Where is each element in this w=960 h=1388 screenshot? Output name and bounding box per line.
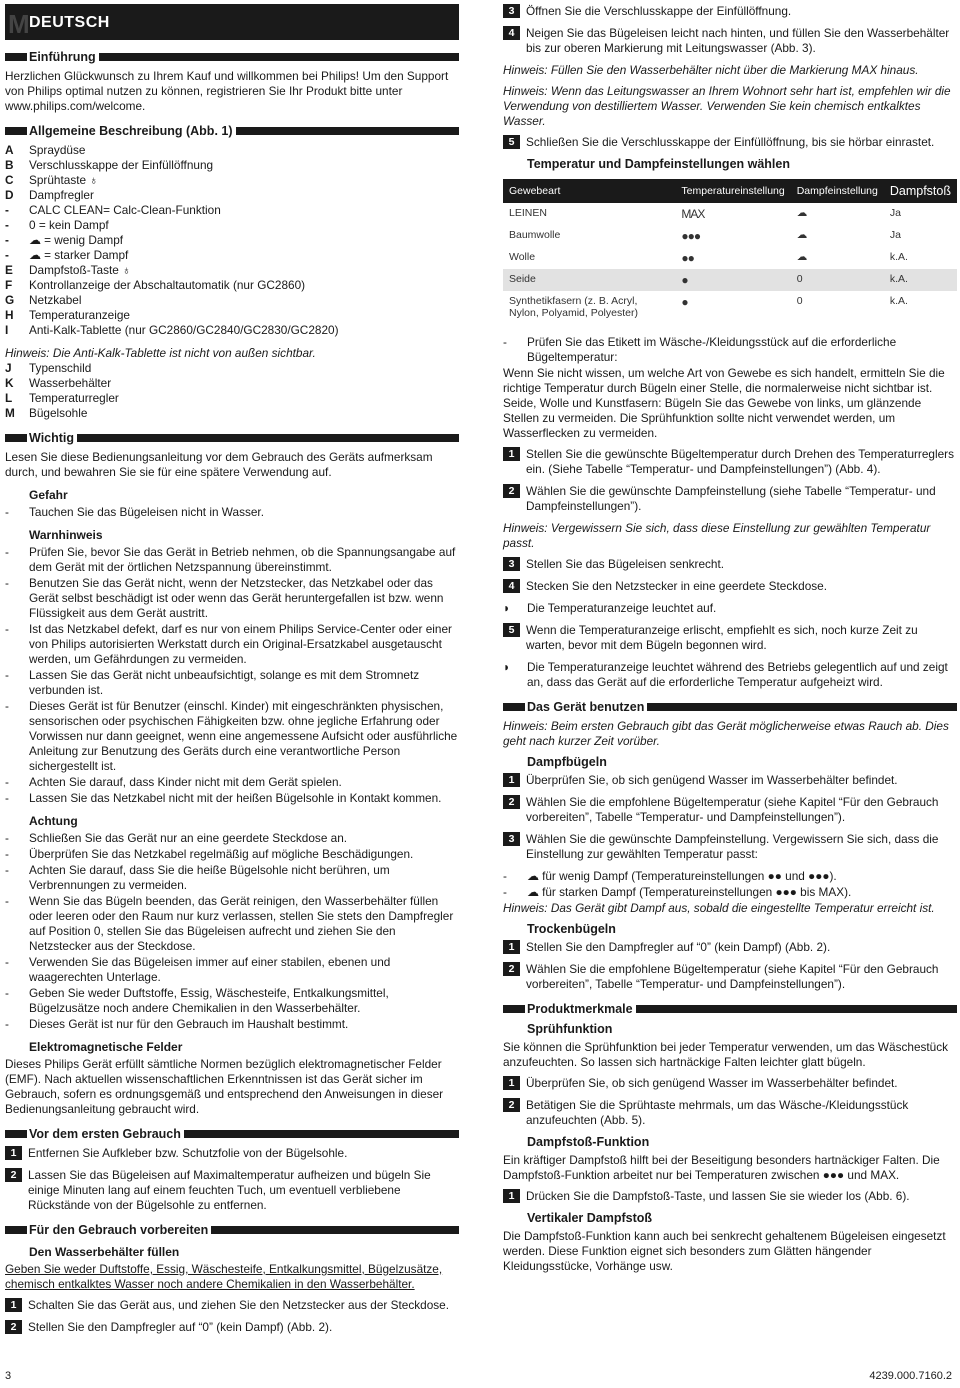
step-text: Stellen Sie die gewünschte Bügeltemperatur durch Drehen des Temperaturreglers ein. (Siehe Tabelle “Temperatur- und Dampfeinstellungen”) (Abb. 4).	[526, 447, 954, 476]
step-number-badge: 2	[5, 1320, 22, 1334]
part-label: Typenschild	[29, 361, 92, 375]
fill-tank-heading: Den Wasserbehälter füllen	[29, 1245, 180, 1259]
result-arrow-icon: ◗	[503, 660, 511, 674]
note-text: Hinweis: Beim ersten Gebrauch gibt das Gerät möglicherweise etwas Rauch ab. Dies geht nach kurzer Zeit vorüber.	[503, 719, 949, 748]
warning-item	[5, 576, 459, 621]
step-number-badge: 2	[5, 1168, 22, 1182]
warning-item	[5, 668, 459, 698]
section-bar-left	[503, 703, 525, 711]
table-cell: 0	[796, 295, 803, 307]
step-number-badge: 1	[503, 1189, 520, 1203]
steam-bullet	[503, 869, 957, 884]
caution-item-text: Verwenden Sie das Bügeleisen immer auf einer stabilen, ebenen und waagerechten Unterlage.	[29, 955, 391, 984]
warning-item-text: Lassen Sie das Gerät nicht unbeaufsichtigt, solange es mit dem Stromnetz verbunden ist.	[29, 668, 420, 697]
description-heading-title: Allgemeine Beschreibung (Abb. 1)	[29, 124, 233, 138]
table-row	[503, 291, 957, 323]
section-bar-right	[236, 127, 459, 135]
bullet-dash: -	[5, 863, 9, 877]
step-text: Stellen Sie den Dampfregler auf “0” (kein Dampf) (Abb. 2).	[526, 940, 831, 954]
part-key: A	[5, 143, 14, 157]
section-bar-left	[5, 127, 27, 135]
caution-item	[5, 955, 459, 985]
section-bar-right	[636, 1005, 957, 1013]
warning-item-text: Ist das Netzkabel defekt, darf es nur von einem Philips Service-Center oder einer von Philips autorisierten Werkstatt durch ein Original-Ersatzkabel ausgetauscht werden, um Gefährdungen zu vermeiden.	[29, 622, 452, 666]
prepare-heading-title: Für den Gebrauch vorbereiten	[29, 1223, 209, 1237]
part-item	[5, 391, 459, 406]
section-bar-left	[5, 1130, 27, 1138]
emf-text: Dieses Philips Gerät erfüllt sämtliche Normen bezüglich elektromagnetischer Felder (EMF). Nach aktuellen wissenschaftlichen Erkenntnissen ist das Gerät sicher im Gebrauch, sofern es ordnungsgemäß und entsprechend den Anweisungen in dieser Bedienungsanleitung gebraucht wird.	[5, 1057, 444, 1116]
part-label: Temperaturanzeige	[29, 308, 130, 322]
important-intro: Lesen Sie diese Bedienungsanleitung vor dem Gebrauch des Geräts aufmerksam durch, und bewahren Sie sie für eine spätere Verwendung auf.	[5, 450, 433, 479]
warning-item	[5, 699, 459, 774]
part-label: 0 = kein Dampf	[29, 218, 109, 232]
table-cell: Synthetikfasern (z. B. Acryl, Nylon, Polyamid, Polyester)	[509, 295, 638, 319]
table-cell: Ja	[889, 229, 901, 241]
step-text: Stellen Sie den Dampfregler auf “0” (kein Dampf) (Abb. 2).	[28, 1320, 333, 1334]
step-text: Wenn die Temperaturanzeige erlischt, empfiehlt es sich, noch kurze Zeit zu warten, bevor mit dem Bügeln begonnen wird.	[526, 623, 918, 652]
part-label: CALC CLEAN= Calc-Clean-Funktion	[29, 203, 221, 217]
part-label: Verschlusskappe der Einfüllöffnung	[29, 158, 214, 172]
language-title: DEUTSCH	[29, 14, 110, 31]
right-column	[503, 4, 957, 1280]
part-label: ☁ = wenig Dampf	[29, 233, 124, 247]
note-text: Hinweis: Wenn das Leitungswasser an Ihrem Wohnort sehr hart ist, empfehlen wir die Verwendung von destilliertem Wasser. Verwenden Sie kein chemisch entkalktes Wasser.	[503, 84, 951, 128]
part-item	[5, 263, 459, 278]
part-item	[5, 323, 459, 338]
part-item	[5, 308, 459, 323]
part-key: -	[5, 233, 9, 247]
bullet-dash: -	[5, 545, 9, 559]
step-number-badge: 1	[5, 1146, 22, 1160]
bullet-dash: -	[5, 831, 9, 845]
table-cell: k.A.	[889, 251, 908, 263]
step-item	[503, 832, 957, 862]
important-heading	[5, 431, 459, 445]
intro-heading	[5, 50, 459, 64]
table-cell: ●●●	[681, 229, 701, 243]
table-cell: MAX	[681, 207, 705, 221]
danger-item-text: Tauchen Sie das Bügeleisen nicht in Wasser.	[29, 505, 264, 519]
vertical-shot-heading: Vertikaler Dampfstoß	[527, 1211, 653, 1225]
bullet-dash: -	[5, 1017, 9, 1031]
table-cell: ●	[681, 295, 688, 309]
result-arrow-icon: ◗	[503, 601, 511, 615]
caution-heading: Achtung	[29, 814, 78, 828]
step-item	[5, 1298, 459, 1313]
part-label: Bügelsohle	[29, 406, 88, 420]
features-heading	[503, 1002, 957, 1016]
table-cell: LEINEN	[509, 207, 547, 219]
step-number-badge: 2	[503, 484, 520, 498]
table-header-row	[503, 179, 957, 203]
important-heading-title: Wichtig	[29, 431, 75, 445]
warning-heading: Warnhinweis	[29, 528, 103, 542]
bullet-dash: -	[503, 869, 507, 883]
part-key: G	[5, 293, 15, 307]
table-cell: ☁	[796, 229, 808, 241]
part-label: Temperaturregler	[29, 391, 119, 405]
step-number-badge: 2	[503, 1098, 520, 1112]
step-item	[5, 1146, 459, 1161]
part-item	[5, 293, 459, 308]
caution-item-text: Dieses Gerät ist nur für den Gebrauch im Haushalt bestimmt.	[29, 1017, 349, 1031]
use-heading	[503, 700, 957, 714]
part-label: Sprühtaste ♁	[29, 173, 99, 187]
use-heading-title: Das Gerät benutzen	[527, 700, 645, 714]
warning-item	[5, 791, 459, 806]
part-key: F	[5, 278, 13, 292]
step-item	[503, 795, 957, 825]
spray-heading: Sprühfunktion	[527, 1022, 613, 1036]
warning-item	[5, 622, 459, 667]
step-number-badge: 1	[503, 773, 520, 787]
step-number-badge: 3	[503, 557, 520, 571]
part-key: B	[5, 158, 14, 172]
part-label: Netzkabel	[29, 293, 82, 307]
step-item	[503, 447, 957, 477]
table-cell: k.A.	[889, 295, 908, 307]
check-label-item	[503, 335, 957, 365]
warning-item	[5, 775, 459, 790]
step-text: Lassen Sie das Bügeleisen auf Maximaltemperatur aufheizen und bügeln Sie einige Minuten lang auf einem feuchten Tuch, um eventuell verbliebene Rückstände von der Bügelsohle zu entfernen.	[28, 1168, 431, 1212]
part-label: Dampfstoß-Taste ♁	[29, 263, 131, 277]
part-item	[5, 143, 459, 158]
table-header-cell: Dampfstoß	[884, 179, 957, 203]
bullet-dash: -	[5, 791, 9, 805]
section-bar-right	[647, 703, 957, 711]
result-item	[503, 601, 957, 616]
spray-text: Sie können die Sprühfunktion bei jeder Temperatur verwenden, um das Wäschestück anzufeuchten. So lassen sich hartnäckige Falten leichter glatt bügeln.	[503, 1040, 949, 1069]
left-column	[5, 4, 459, 1342]
step-number-badge: 5	[503, 135, 520, 149]
part-item	[5, 203, 459, 218]
step-item	[503, 773, 957, 788]
warning-item-text: Dieses Gerät ist für Benutzer (einschl. Kinder) mit eingeschränkten physischen, sensorischen oder psychischen Fähigkeiten bzw. ohne jegliche Erfahrung oder Vorwissen nur dann geeignet, wenn eine angemessene Aufsicht oder ausführliche Anleitung zur Benutzung des Geräts durch eine verantwortliche Person sichergestellt ist.	[29, 699, 458, 773]
caution-item	[5, 1017, 459, 1032]
step-number-badge: 5	[503, 623, 520, 637]
vertical-shot-text: Die Dampfstoß-Funktion kann auch bei senkrecht gehaltenem Bügeleisen eingesetzt werden. Diese Funktion eignet sich besonders zum Glätten hängender Kleidungsstücke, Vorhänge usw.	[503, 1229, 946, 1273]
dry-ironing-heading: Trockenbügeln	[527, 922, 616, 936]
step-text: Wählen Sie die empfohlene Bügeltemperatur (siehe Kapitel “Für den Gebrauch vorbereiten”, Tabelle “Temperatur- und Dampfeinstellungen”).	[526, 962, 939, 991]
section-bar-left	[5, 53, 27, 61]
warning-item	[5, 545, 459, 575]
table-cell: ☁	[796, 251, 808, 263]
bullet-dash: -	[5, 894, 9, 908]
page-number: 3	[5, 1370, 12, 1382]
step-text: Schließen Sie die Verschlusskappe der Einfüllöffnung, bis sie hörbar einrastet.	[526, 135, 935, 149]
bullet-dash: -	[5, 505, 9, 519]
part-item	[5, 376, 459, 391]
part-key: D	[5, 188, 14, 202]
warning-item-text: Achten Sie darauf, dass Kinder nicht mit dem Gerät spielen.	[29, 775, 342, 789]
bullet-dash: -	[5, 986, 9, 1000]
step-number-badge: 2	[503, 962, 520, 976]
table-cell: Wolle	[509, 251, 536, 263]
step-number-badge: 1	[503, 1076, 520, 1090]
steam-bullet-text: ☁ für starken Dampf (Temperatureinstellungen ●●● bis MAX).	[527, 885, 852, 899]
part-item	[5, 158, 459, 173]
section-bar-left	[5, 1226, 27, 1234]
step-text: Wählen Sie die empfohlene Bügeltemperatur (siehe Kapitel “Für den Gebrauch vorbereiten”, Tabelle “Temperatur- und Dampfeinstellungen”).	[526, 795, 939, 824]
step-text: Stecken Sie den Netzstecker in eine geerdete Steckdose.	[526, 579, 827, 593]
bullet-dash: -	[5, 847, 9, 861]
part-item	[5, 278, 459, 293]
note-text: Hinweis: Die Anti-Kalk-Tablette ist nicht von außen sichtbar.	[5, 346, 316, 360]
step-text: Betätigen Sie die Sprühtaste mehrmals, um das Wäsche-/Kleidungsstück anzufeuchten (Abb. 5).	[526, 1098, 909, 1127]
step-text: Öffnen Sie die Verschlusskappe der Einfüllöffnung.	[526, 4, 792, 18]
table-cell: ●	[675, 269, 790, 291]
prepare-heading	[5, 1223, 459, 1237]
result-text: Die Temperaturanzeige leuchtet auf.	[527, 601, 717, 615]
part-item	[5, 173, 459, 188]
step-item	[503, 1098, 957, 1128]
step-item	[503, 4, 957, 19]
step-text: Drücken Sie die Dampfstoß-Taste, und lassen Sie sie wieder los (Abb. 6).	[526, 1189, 910, 1203]
caution-item-text: Schließen Sie das Gerät nur an eine geerdete Steckdose an.	[29, 831, 348, 845]
bullet-dash: -	[503, 885, 507, 899]
step-item	[503, 26, 957, 56]
part-key: I	[5, 323, 9, 337]
part-item	[5, 361, 459, 376]
result-item	[503, 660, 957, 690]
table-cell: Baumwolle	[509, 229, 561, 241]
part-key: -	[5, 218, 9, 232]
check-label-text: Prüfen Sie das Etikett im Wäsche-/Kleidungsstück auf die erforderliche Bügeltemperatur:	[527, 335, 897, 364]
bullet-dash: -	[503, 335, 507, 349]
table-cell: ●●	[681, 251, 694, 265]
section-bar-right	[184, 1130, 459, 1138]
warning-item-text: Benutzen Sie das Gerät nicht, wenn der Netzstecker, das Netzkabel oder das Gerät selbst beschädigt ist oder wenn das Gerät heruntergefallen ist bzw. wenn Flüssigkeit aus dem Gerät austritt.	[29, 576, 444, 620]
intro-heading-title: Einführung	[29, 50, 96, 64]
step-number-badge: 3	[503, 4, 520, 18]
table-row	[503, 247, 957, 269]
table-row	[503, 225, 957, 247]
part-key: E	[5, 263, 13, 277]
table-header-cell: Dampfeinstellung	[791, 179, 884, 203]
part-item	[5, 248, 459, 263]
step-number-badge: 1	[503, 940, 520, 954]
section-bar-right	[99, 53, 459, 61]
bullet-dash: -	[5, 699, 9, 713]
result-text: Die Temperaturanzeige leuchtet während des Betriebs gelegentlich auf und zeigt an, dass das Gerät auf die erforderliche Temperatur aufgeheizt wird.	[527, 660, 948, 689]
part-key: M	[5, 406, 15, 420]
note-text: Hinweis: Das Gerät gibt Dampf aus, sobald die eingestellte Temperatur erreicht ist.	[503, 901, 935, 915]
bullet-dash: -	[5, 576, 9, 590]
caution-item	[5, 986, 459, 1016]
bullet-dash: -	[5, 955, 9, 969]
step-item	[503, 557, 957, 572]
part-item	[5, 218, 459, 233]
table-cell: 0	[791, 269, 884, 291]
table-row	[503, 203, 957, 225]
caution-item	[5, 847, 459, 862]
part-key: H	[5, 308, 14, 322]
step-number-badge: 1	[503, 447, 520, 461]
part-item	[5, 406, 459, 421]
step-item	[503, 623, 957, 653]
danger-item	[5, 505, 459, 520]
step-item	[503, 1076, 957, 1091]
first-use-heading	[5, 1127, 459, 1141]
step-number-badge: 3	[503, 832, 520, 846]
part-key: -	[5, 203, 9, 217]
settings-table	[503, 179, 957, 323]
step-item	[503, 579, 957, 594]
section-bar-right	[211, 1226, 459, 1234]
steam-bullet-text: ☁ für wenig Dampf (Temperatureinstellungen ●● und ●●●).	[527, 869, 837, 883]
step-number-badge: 4	[503, 579, 520, 593]
caution-item	[5, 863, 459, 893]
caution-item	[5, 831, 459, 846]
note-text: Hinweis: Vergewissern Sie sich, dass diese Einstellung zur gewählten Temperatur passt.	[503, 521, 931, 550]
table-cell: Seide	[503, 269, 675, 291]
section-bar-left	[503, 1005, 525, 1013]
step-item	[503, 1189, 957, 1204]
table-cell: Ja	[889, 207, 901, 219]
step-text: Schalten Sie das Gerät aus, und ziehen Sie den Netzstecker aus der Steckdose.	[28, 1298, 450, 1312]
steam-ironing-heading: Dampfbügeln	[527, 755, 607, 769]
part-label: Wasserbehälter	[29, 376, 112, 390]
part-item	[5, 233, 459, 248]
step-text: Überprüfen Sie, ob sich genügend Wasser im Wasserbehälter befindet.	[526, 1076, 898, 1090]
table-header-cell: Temperatureinstellung	[675, 179, 790, 203]
caution-item-text: Überprüfen Sie das Netzkabel regelmäßig auf mögliche Beschädigungen.	[29, 847, 414, 861]
step-text: Neigen Sie das Bügeleisen leicht nach hinten, und füllen Sie den Wasserbehälter bis zur oberen Markierung mit Leitungswasser (Abb. 3).	[526, 26, 950, 55]
part-key: C	[5, 173, 14, 187]
language-header	[5, 4, 459, 40]
document-code: 4239.000.7160.2	[869, 1370, 952, 1382]
fill-warning: Geben Sie weder Duftstoffe, Essig, Wäschesteife, Entkalkungsmittel, Bügelzusätze, chemisch entkalktes Wasser noch andere Chemikalien in den Wasserbehälter.	[5, 1262, 443, 1291]
first-use-heading-title: Vor dem ersten Gebrauch	[29, 1127, 181, 1141]
step-text: Stellen Sie das Bügeleisen senkrecht.	[526, 557, 725, 571]
step-text: Wählen Sie die gewünschte Dampfeinstellung (siehe Tabelle “Temperatur- und Dampfeinstellungen”).	[526, 484, 936, 513]
part-key: L	[5, 391, 13, 405]
caution-item	[5, 894, 459, 954]
step-number-badge: 2	[503, 795, 520, 809]
step-text: Entfernen Sie Aufkleber bzw. Schutzfolie von der Bügelsohle.	[28, 1146, 348, 1160]
bullet-dash: -	[5, 622, 9, 636]
intro-text: Herzlichen Glückwunsch zu Ihrem Kauf und willkommen bei Philips! Um den Support von Philips optimal nutzen zu können, registrieren Sie Ihr Produkt bitte unter www.philips.com/welcome.	[5, 69, 449, 113]
step-text: Wählen Sie die gewünschte Dampfeinstellung. Vergewissern Sie sich, dass die Einstellung zur gewählten Temperatur passt:	[526, 832, 939, 861]
bullet-dash: -	[5, 775, 9, 789]
caution-item-text: Achten Sie darauf, dass Sie die heiße Bügelsohle nicht berühren, um Verbrennungen zu vermeiden.	[29, 863, 390, 892]
part-label: Anti-Kalk-Tablette (nur GC2860/GC2840/GC2830/GC2820)	[29, 323, 339, 337]
part-key: -	[5, 248, 9, 262]
step-item	[503, 940, 957, 955]
step-number-badge: 1	[5, 1298, 22, 1312]
step-number-badge: 4	[503, 26, 520, 40]
step-item	[503, 484, 957, 514]
part-label: Spraydüse	[29, 143, 86, 157]
shot-text: Ein kräftiger Dampfstoß hilft bei der Beseitigung besonders hartnäckiger Falten. Die Dampfstoß-Funktion arbeitet nur bei Temperaturen zwischen ●●● und MAX.	[503, 1153, 940, 1182]
step-item	[503, 962, 957, 992]
step-text: Überprüfen Sie, ob sich genügend Wasser im Wasserbehälter befindet.	[526, 773, 898, 787]
shot-heading: Dampfstoß-Funktion	[527, 1135, 650, 1149]
description-heading	[5, 124, 459, 138]
warning-item-text: Lassen Sie das Netzkabel nicht mit der heißen Bügelsohle in Kontakt kommen.	[29, 791, 442, 805]
temperature-heading: Temperatur und Dampfeinstellungen wählen	[527, 157, 790, 171]
table-cell: k.A.	[884, 269, 957, 291]
steam-bullet	[503, 885, 957, 900]
step-item	[5, 1320, 459, 1335]
table-header-cell: Gewebeart	[503, 179, 675, 203]
part-key: K	[5, 376, 14, 390]
part-key: J	[5, 361, 12, 375]
section-bar-left	[5, 434, 27, 442]
table-cell: ☁	[796, 207, 808, 219]
part-label: Kontrollanzeige der Abschaltautomatik (nur GC2860)	[29, 278, 306, 292]
step-item	[5, 1168, 459, 1213]
note-text: Hinweis: Füllen Sie den Wasserbehälter nicht über die Markierung MAX hinaus.	[503, 63, 919, 77]
features-heading-title: Produktmerkmale	[527, 1002, 633, 1016]
part-label: Dampfregler	[29, 188, 94, 202]
emf-heading: Elektromagnetische Felder	[29, 1040, 183, 1054]
section-bar-right	[77, 434, 459, 442]
check-text: Seide, Wolle und Kunstfasern: Bügeln Sie das Gewebe von links, um glänzende Stellen zu vermeiden. Die Sprühfunktion sollte nicht verwendet werden, um Wasserflecken zu vermeiden.	[503, 396, 922, 440]
caution-item-text: Wenn Sie das Bügeln beenden, das Gerät reinigen, den Wasserbehälter füllen oder leeren oder den Raum nur kurz verlassen, stellen Sie stets den Dampfregler auf Position 0, stellen Sie das Bügeleisen aufrecht und ziehen Sie den Netzstecker aus der Steckdose.	[29, 894, 454, 953]
part-label: ☁ = starker Dampf	[29, 248, 129, 262]
check-text: Wenn Sie nicht wissen, um welche Art von Gewebe es sich handelt, ermitteln Sie die richtige Temperatur durch Bügeln einer Stelle, die normalerweise nicht sichtbar ist.	[503, 366, 945, 395]
step-item	[503, 135, 957, 150]
warning-item-text: Prüfen Sie, bevor Sie das Gerät in Betrieb nehmen, ob die Spannungsangabe auf dem Gerät mit der örtlichen Netzspannung übereinstimmt.	[29, 545, 456, 574]
caution-item-text: Geben Sie weder Duftstoffe, Essig, Wäschesteife, Entkalkungsmittel, Bügelzusätze noch andere Chemikalien in den Wasserbehälter.	[29, 986, 389, 1015]
bullet-dash: -	[5, 668, 9, 682]
danger-heading: Gefahr	[29, 488, 68, 502]
corner-mark: M	[8, 9, 30, 39]
table-row	[503, 269, 957, 291]
part-item	[5, 188, 459, 203]
